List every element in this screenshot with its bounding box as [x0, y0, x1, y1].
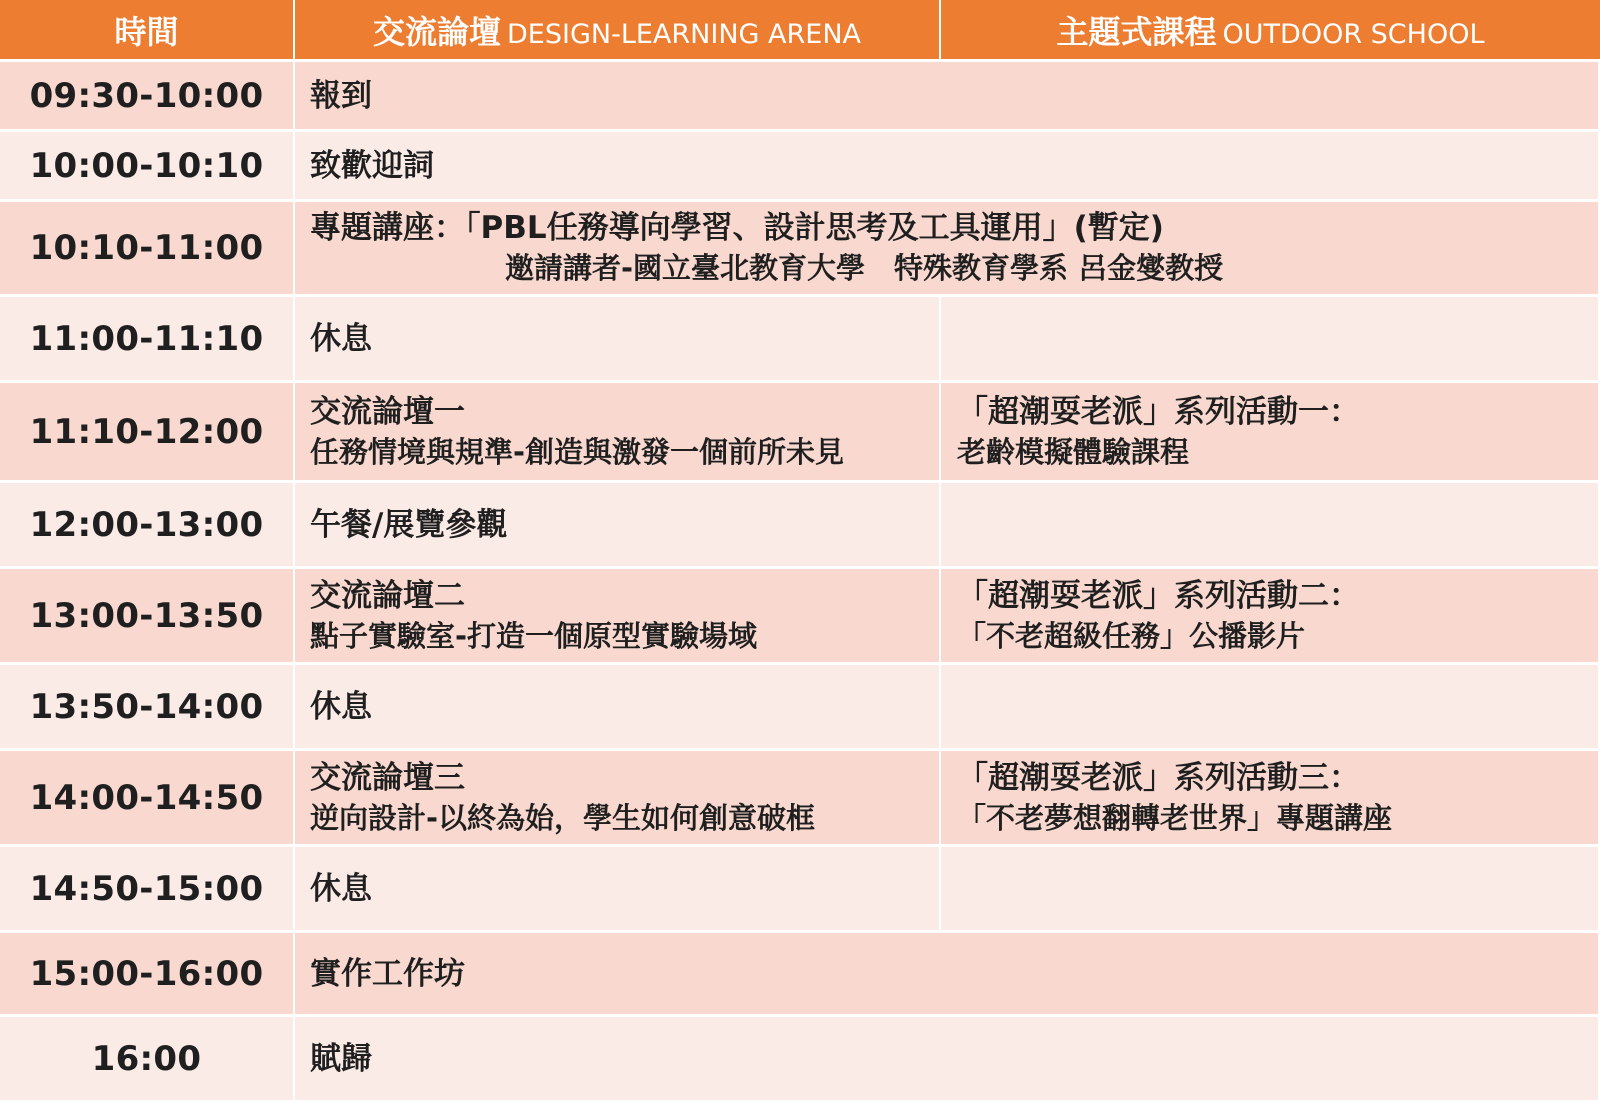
item-title: 致歡迎詞	[310, 147, 434, 184]
header-forum-en: DESIGN-LEARNING ARENA	[507, 18, 861, 50]
header-course-en: OUTDOOR SCHOOL	[1222, 18, 1485, 50]
row-time: 10:00-10:10	[0, 132, 295, 202]
row-item	[295, 665, 941, 751]
item-subtitle: 邀請講者-國立臺北教育大學 特殊教育學系 呂金燮教授	[505, 251, 1224, 285]
course-title: 「超潮耍老派」系列活動二：	[957, 577, 1360, 614]
header-forum-row	[373, 7, 861, 53]
item-title: 實作工作坊	[310, 955, 465, 992]
course-subtitle: 「不老夢想翻轉老世界」專題講座	[957, 800, 1393, 835]
item-subtitle: 點子實驗室-打造一個原型實驗場域	[310, 618, 758, 653]
row-time: 16:00	[0, 1017, 295, 1103]
header-forum-zh: 交流論壇	[373, 12, 502, 51]
row-item	[295, 933, 1600, 1017]
row-time: 14:50-15:00	[0, 847, 295, 933]
item-title: 交流論壇三	[310, 759, 465, 796]
item-subtitle: 任務情境與規準-創造與激發一個前所未見	[310, 434, 845, 469]
item-subtitle: 逆向設計-以終為始，學生如何創意破框	[310, 800, 816, 835]
row-time: 13:00-13:50	[0, 569, 295, 665]
row-time: 14:00-14:50	[0, 751, 295, 847]
item-title: 報到	[310, 77, 372, 114]
item-title: 午餐/展覽參觀	[310, 506, 508, 543]
course-cell	[941, 569, 1600, 665]
row-item	[295, 383, 941, 483]
item-title: 專題講座：「PBL任務導向學習、設計思考及工具運用」(暫定)	[310, 210, 1164, 246]
item-title: 賦歸	[310, 1040, 372, 1077]
item-title: 休息	[310, 688, 372, 725]
row-item	[295, 569, 941, 665]
header-time: 時間	[0, 0, 295, 62]
header-course-row	[1057, 7, 1485, 53]
item-title: 休息	[310, 870, 372, 907]
row-time: 15:00-16:00	[0, 933, 295, 1017]
item-title: 交流論壇二	[310, 577, 465, 614]
row-time: 10:10-11:00	[0, 202, 295, 297]
row-time: 09:30-10:00	[0, 62, 295, 132]
item-title: 休息	[310, 320, 372, 357]
row-item	[295, 483, 941, 569]
course-subtitle: 老齡模擬體驗課程	[957, 434, 1190, 469]
row-item	[295, 132, 1600, 202]
row-item	[295, 1017, 1600, 1103]
course-cell-empty	[941, 483, 1600, 569]
row-item	[295, 202, 1600, 297]
course-title: 「超潮耍老派」系列活動三：	[957, 759, 1360, 796]
header-course-zh: 主題式課程	[1056, 12, 1217, 51]
course-cell-empty	[941, 665, 1600, 751]
course-cell-empty	[941, 847, 1600, 933]
row-time: 11:10-12:00	[0, 383, 295, 483]
row-time: 11:00-11:10	[0, 297, 295, 383]
header-course	[941, 0, 1600, 62]
row-time: 13:50-14:00	[0, 665, 295, 751]
row-item	[295, 62, 1600, 132]
item-title: 交流論壇一	[310, 393, 465, 430]
course-subtitle: 「不老超級任務」公播影片	[957, 618, 1306, 653]
row-time: 12:00-13:00	[0, 483, 295, 569]
course-cell	[941, 751, 1600, 847]
row-item	[295, 297, 941, 383]
course-cell	[941, 383, 1600, 483]
course-title: 「超潮耍老派」系列活動一：	[957, 393, 1360, 430]
row-item	[295, 751, 941, 847]
row-item	[295, 847, 941, 933]
header-forum	[295, 0, 941, 62]
course-cell-empty	[941, 297, 1600, 383]
